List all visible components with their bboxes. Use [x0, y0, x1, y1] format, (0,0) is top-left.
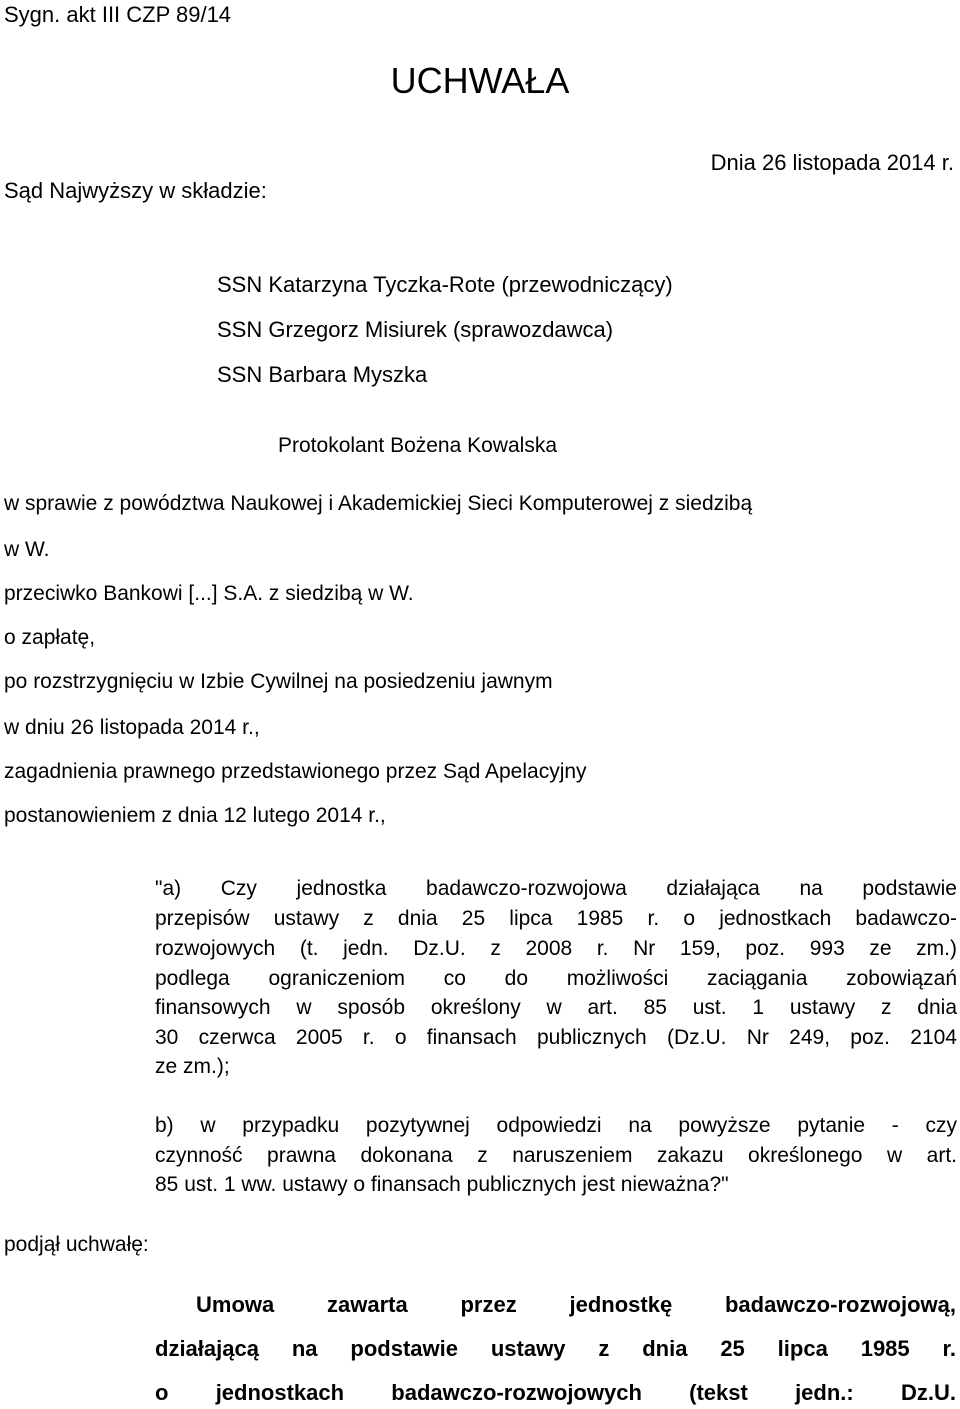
question-line: przepisów ustawy z dnia 25 lipca 1985 r. o jednostkach badawczo- [155, 907, 957, 930]
judge-member: SSN Barbara Myszka [217, 362, 428, 387]
case-line: o zapłatę, [4, 626, 96, 649]
question-line: "a) Czy jednostka badawczo-rozwojowa działająca na podstawie [155, 877, 957, 900]
case-signature: Sygn. akt III CZP 89/14 [4, 2, 232, 27]
question-line: 30 czerwca 2005 r. o finansach publicznych (Dz.U. Nr 249, poz. 2104 [155, 1026, 957, 1049]
holding-line: Umowa zawarta przez jednostkę badawczo-rozwojową, [196, 1292, 956, 1317]
holding-line: działającą na podstawie ustawy z dnia 25 lipca 1985 r. [155, 1336, 956, 1361]
question-line: b) w przypadku pozytywnej odpowiedzi na powyższe pytanie - czy [155, 1114, 957, 1137]
question-line: ze zm.); [155, 1055, 230, 1078]
question-line: czynność prawna dokonana z naruszeniem zakazu określonego w art. [155, 1144, 957, 1167]
case-line: zagadnienia prawnego przedstawionego przez Sąd Apelacyjny [4, 760, 587, 783]
case-line: w dniu 26 listopada 2014 r., [4, 716, 260, 739]
resolution-date: Dnia 26 listopada 2014 r. [710, 150, 954, 175]
case-line: w sprawie z powództwa Naukowej i Akademickiej Sieci Komputerowej z siedzibą [4, 492, 753, 515]
court-clerk: Protokolant Bożena Kowalska [278, 434, 557, 457]
judge-rapporteur: SSN Grzegorz Misiurek (sprawozdawca) [217, 317, 614, 342]
document-title: UCHWAŁA [390, 60, 570, 101]
question-line: rozwojowych (t. jedn. Dz.U. z 2008 r. Nr 159, poz. 993 ze zm.) [155, 937, 957, 960]
court-composition-label: Sąd Najwyższy w składzie: [4, 178, 267, 203]
case-line: przeciwko Bankowi [...] S.A. z siedzibą w W. [4, 582, 414, 605]
case-line: w W. [4, 538, 50, 561]
case-line: postanowieniem z dnia 12 lutego 2014 r., [4, 804, 386, 827]
holding-line: o jednostkach badawczo-rozwojowych (tekst jedn.: Dz.U. [155, 1380, 956, 1405]
case-line: po rozstrzygnięciu w Izbie Cywilnej na posiedzeniu jawnym [4, 670, 553, 693]
question-line: 85 ust. 1 ww. ustawy o finansach publicznych jest nieważna?" [155, 1173, 729, 1196]
judge-presiding: SSN Katarzyna Tyczka-Rote (przewodniczący) [217, 272, 673, 297]
question-line: podlega ograniczeniom co do możliwości zaciągania zobowiązań [155, 967, 957, 990]
question-line: finansowych w sposób określony w art. 85 ust. 1 ustawy z dnia [155, 996, 957, 1019]
resolution-label: podjął uchwałę: [4, 1233, 149, 1256]
